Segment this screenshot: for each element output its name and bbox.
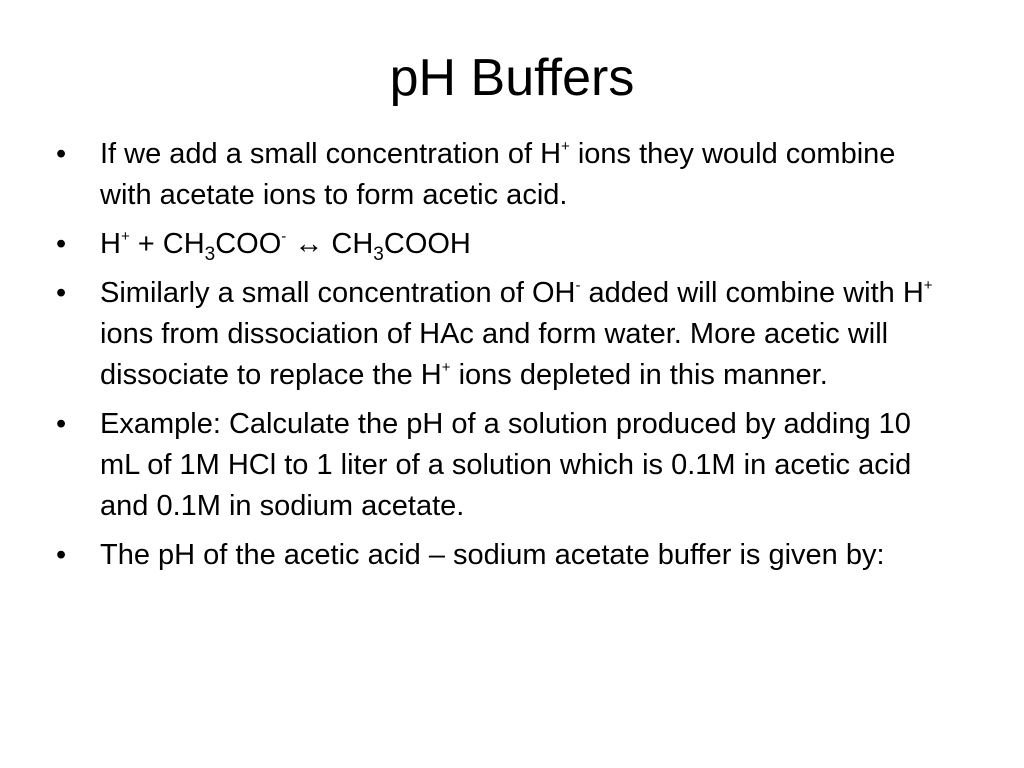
bullet-text: ions from dissociation of HAc and form water. More acetic will dissociate to replace the H bbox=[100, 318, 889, 391]
superscript: + bbox=[923, 277, 933, 294]
superscript: - bbox=[281, 228, 287, 245]
slide-title: pH Buffers bbox=[389, 49, 635, 107]
bullet-icon: • bbox=[56, 539, 67, 571]
bullet-item-oh-minus bbox=[54, 273, 954, 396]
superscript: - bbox=[575, 277, 581, 294]
bullet-text: Example: Calculate the pH of a solution produced by adding 10 mL of 1M HCl to 1 liter of a solution which is 0.1M in acetic acid and 0.1M in sodium acetate. bbox=[100, 408, 912, 522]
bullet-text: If we add a small concentration of H bbox=[100, 138, 562, 170]
bullet-item-buffer-ph bbox=[54, 535, 954, 576]
equation-text: + CH bbox=[129, 228, 205, 260]
bullet-text: ions depleted in this manner. bbox=[450, 359, 828, 391]
bullet-item-equation bbox=[54, 224, 954, 265]
bullet-list bbox=[54, 134, 954, 584]
bullet-icon: • bbox=[56, 138, 67, 170]
bullet-icon: • bbox=[56, 277, 67, 309]
bullet-item-h-plus-combine bbox=[54, 134, 954, 216]
bullet-text: Similarly a small concentration of OH bbox=[100, 277, 576, 309]
equation-text: COOH bbox=[383, 228, 471, 260]
subscript: 3 bbox=[204, 244, 216, 265]
bullet-item-example bbox=[54, 404, 954, 527]
bullet-text: The pH of the acetic acid – sodium acetate buffer is given by: bbox=[100, 539, 885, 571]
subscript: 3 bbox=[373, 244, 384, 265]
equation-text: COO bbox=[215, 228, 282, 260]
bullet-text: ions they would combine with acetate ions to form acetic acid. bbox=[100, 138, 896, 211]
superscript: + bbox=[441, 359, 451, 376]
bullet-icon: • bbox=[56, 408, 67, 440]
bullet-text: added will combine with H bbox=[580, 277, 924, 309]
superscript: + bbox=[561, 138, 570, 155]
equation-text: ↔ CH bbox=[286, 228, 374, 260]
bullet-icon: • bbox=[56, 228, 67, 260]
equation-text: H bbox=[100, 228, 121, 260]
superscript: + bbox=[120, 228, 130, 245]
